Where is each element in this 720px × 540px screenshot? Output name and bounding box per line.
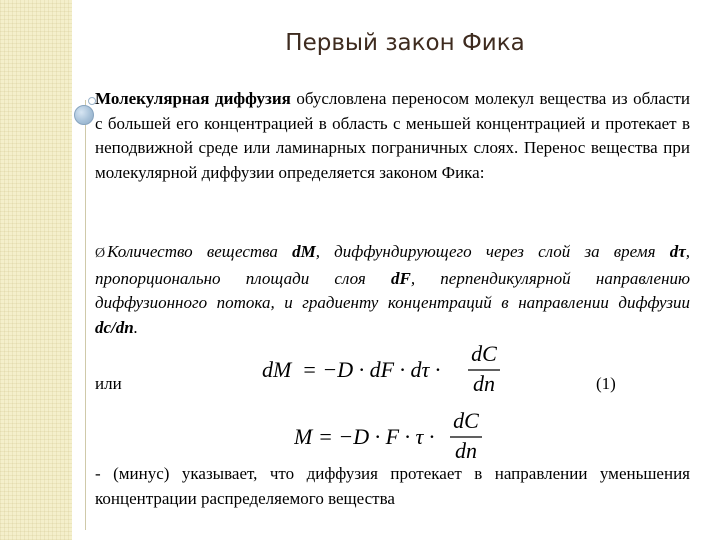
paragraph-definition <box>95 87 690 185</box>
statement-text-1: Количество вещества <box>107 242 293 261</box>
bullet-arrow-icon: Ø <box>95 246 106 261</box>
formula1-rhs: = −D · dF · dτ · <box>302 357 441 382</box>
statement-text-5: . <box>133 317 138 337</box>
equation-number: (1) <box>596 374 616 393</box>
formula1-numerator: dC <box>471 341 497 366</box>
statement-text-3: , пропорционально площади слоя <box>95 242 690 288</box>
formula2-numerator: dC <box>453 408 479 433</box>
or-label: или <box>95 374 122 393</box>
decorative-vertical-line <box>85 100 86 530</box>
formula2-lhs: M <box>294 424 313 449</box>
decorative-circle-icon <box>74 105 94 125</box>
decorative-left-band <box>0 0 72 540</box>
paragraph-fick-statement <box>95 240 690 340</box>
formula2-rhs: = −D · F · τ · <box>318 424 435 449</box>
formula-integral-form <box>294 404 504 464</box>
statement-symbol-dtau: dτ <box>669 242 686 261</box>
statement-symbol-dF: dF <box>390 268 411 288</box>
slide-title: Первый закон Фика <box>285 30 525 56</box>
formula1-lhs: dM <box>262 357 292 382</box>
statement-symbol-dc-dn: dc/dn <box>95 317 134 337</box>
formula1-denominator: dn <box>473 371 495 396</box>
term-molecular-diffusion: Молекулярная диффузия <box>95 89 291 108</box>
definition-text: обусловлена переносом молекул вещества из области с большей его концентрацией в область с меньшей концентрацией и протекает в неподвижной среде или ламинарных пограничных слоях. Перенос вещества при молекулярной диффузии определяется законом Фика: <box>95 89 690 182</box>
statement-symbol-dM: dM <box>292 242 316 261</box>
paragraph-minus-note: - (минус) указывает, что диффузия протекает в направлении уменьшения концентрации распределяемого вещества <box>95 464 690 508</box>
statement-text-2: , диффундирующего через слой за время <box>315 242 670 261</box>
formula-differential <box>262 337 512 397</box>
statement-text-4: , перпендикулярной направлению диффузионного потока, и градиенту концентраций в направлении диффузии <box>95 268 691 312</box>
formula2-denominator: dn <box>455 438 477 463</box>
